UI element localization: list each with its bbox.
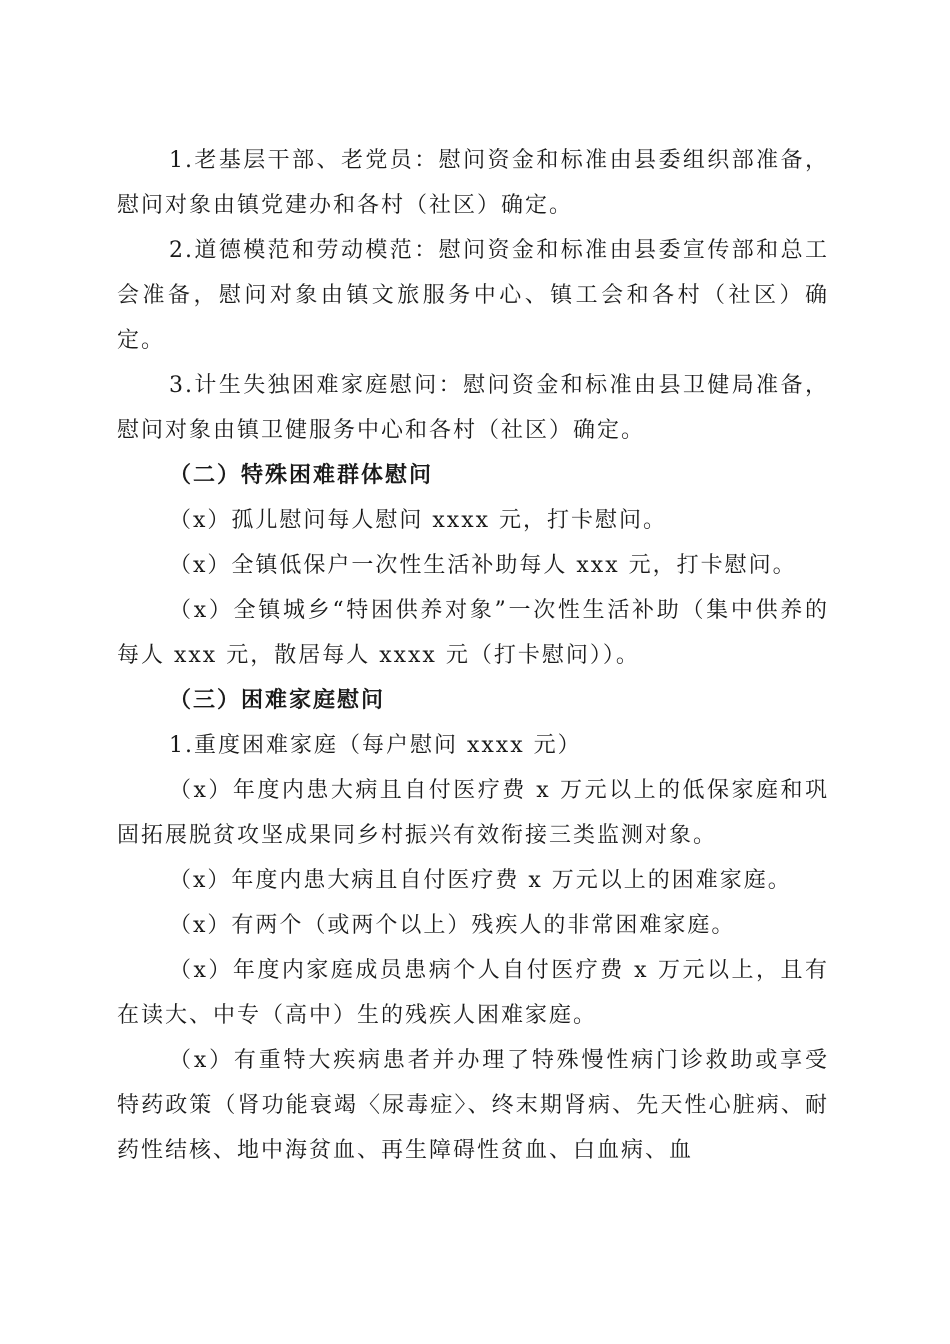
paragraph-item-e: （x）有重特大疾病患者并办理了特殊慢性病门诊救助或享受特药政策（肾功能衰竭〈尿毒症〉、终末期肾病、先天性心脏病、耐药性结核、地中海贫血、再生障碍性贫血、白血病、血 — [117, 1048, 829, 1163]
paragraph-item-a: （x）年度内患大病且自付医疗费 x 万元以上的低保家庭和巩固拓展脱贫攻坚成果同乡村振兴有效衔接三类监测对象。 — [117, 778, 829, 848]
paragraph-2: 2.道德模范和劳动模范：慰问资金和标准由县委宣传部和总工会准备，慰问对象由镇文旅服务中心、镇工会和各村（社区）确定。 — [117, 238, 829, 353]
section-heading-special-groups: （二）特殊困难群体慰问 — [169, 462, 434, 488]
paragraph-3: 3.计生失独困难家庭慰问：慰问资金和标准由县卫健局准备，慰问对象由镇卫健服务中心和各村（社区）确定。 — [117, 373, 829, 443]
paragraph-item-c: （x）有两个（或两个以上）残疾人的非常困难家庭。 — [169, 913, 736, 938]
section-heading-hardship-families: （三）困难家庭慰问 — [169, 687, 386, 713]
paragraph-severe-hardship: 1.重度困难家庭（每户慰问 xxxx 元） — [169, 733, 582, 758]
paragraph-orphans: （x）孤儿慰问每人慰问 xxxx 元，打卡慰问。 — [169, 508, 668, 533]
paragraph-special-support: （x）全镇城乡“特困供养对象”一次性生活补助（集中供养的每人 xxx 元，散居每人 xxxx 元（打卡慰问））。 — [117, 598, 829, 668]
paragraph-1: 1.老基层干部、老党员：慰问资金和标准由县委组织部准备，慰问对象由镇党建办和各村（社区）确定。 — [117, 148, 829, 218]
paragraph-item-d: （x）年度内家庭成员患病个人自付医疗费 x 万元以上，且有在读大、中专（高中）生的残疾人困难家庭。 — [117, 958, 829, 1028]
paragraph-item-b: （x）年度内患大病且自付医疗费 x 万元以上的困难家庭。 — [169, 868, 792, 893]
document-body — [117, 138, 829, 1173]
paragraph-low-income: （x）全镇低保户一次性生活补助每人 xxx 元，打卡慰问。 — [169, 553, 797, 578]
